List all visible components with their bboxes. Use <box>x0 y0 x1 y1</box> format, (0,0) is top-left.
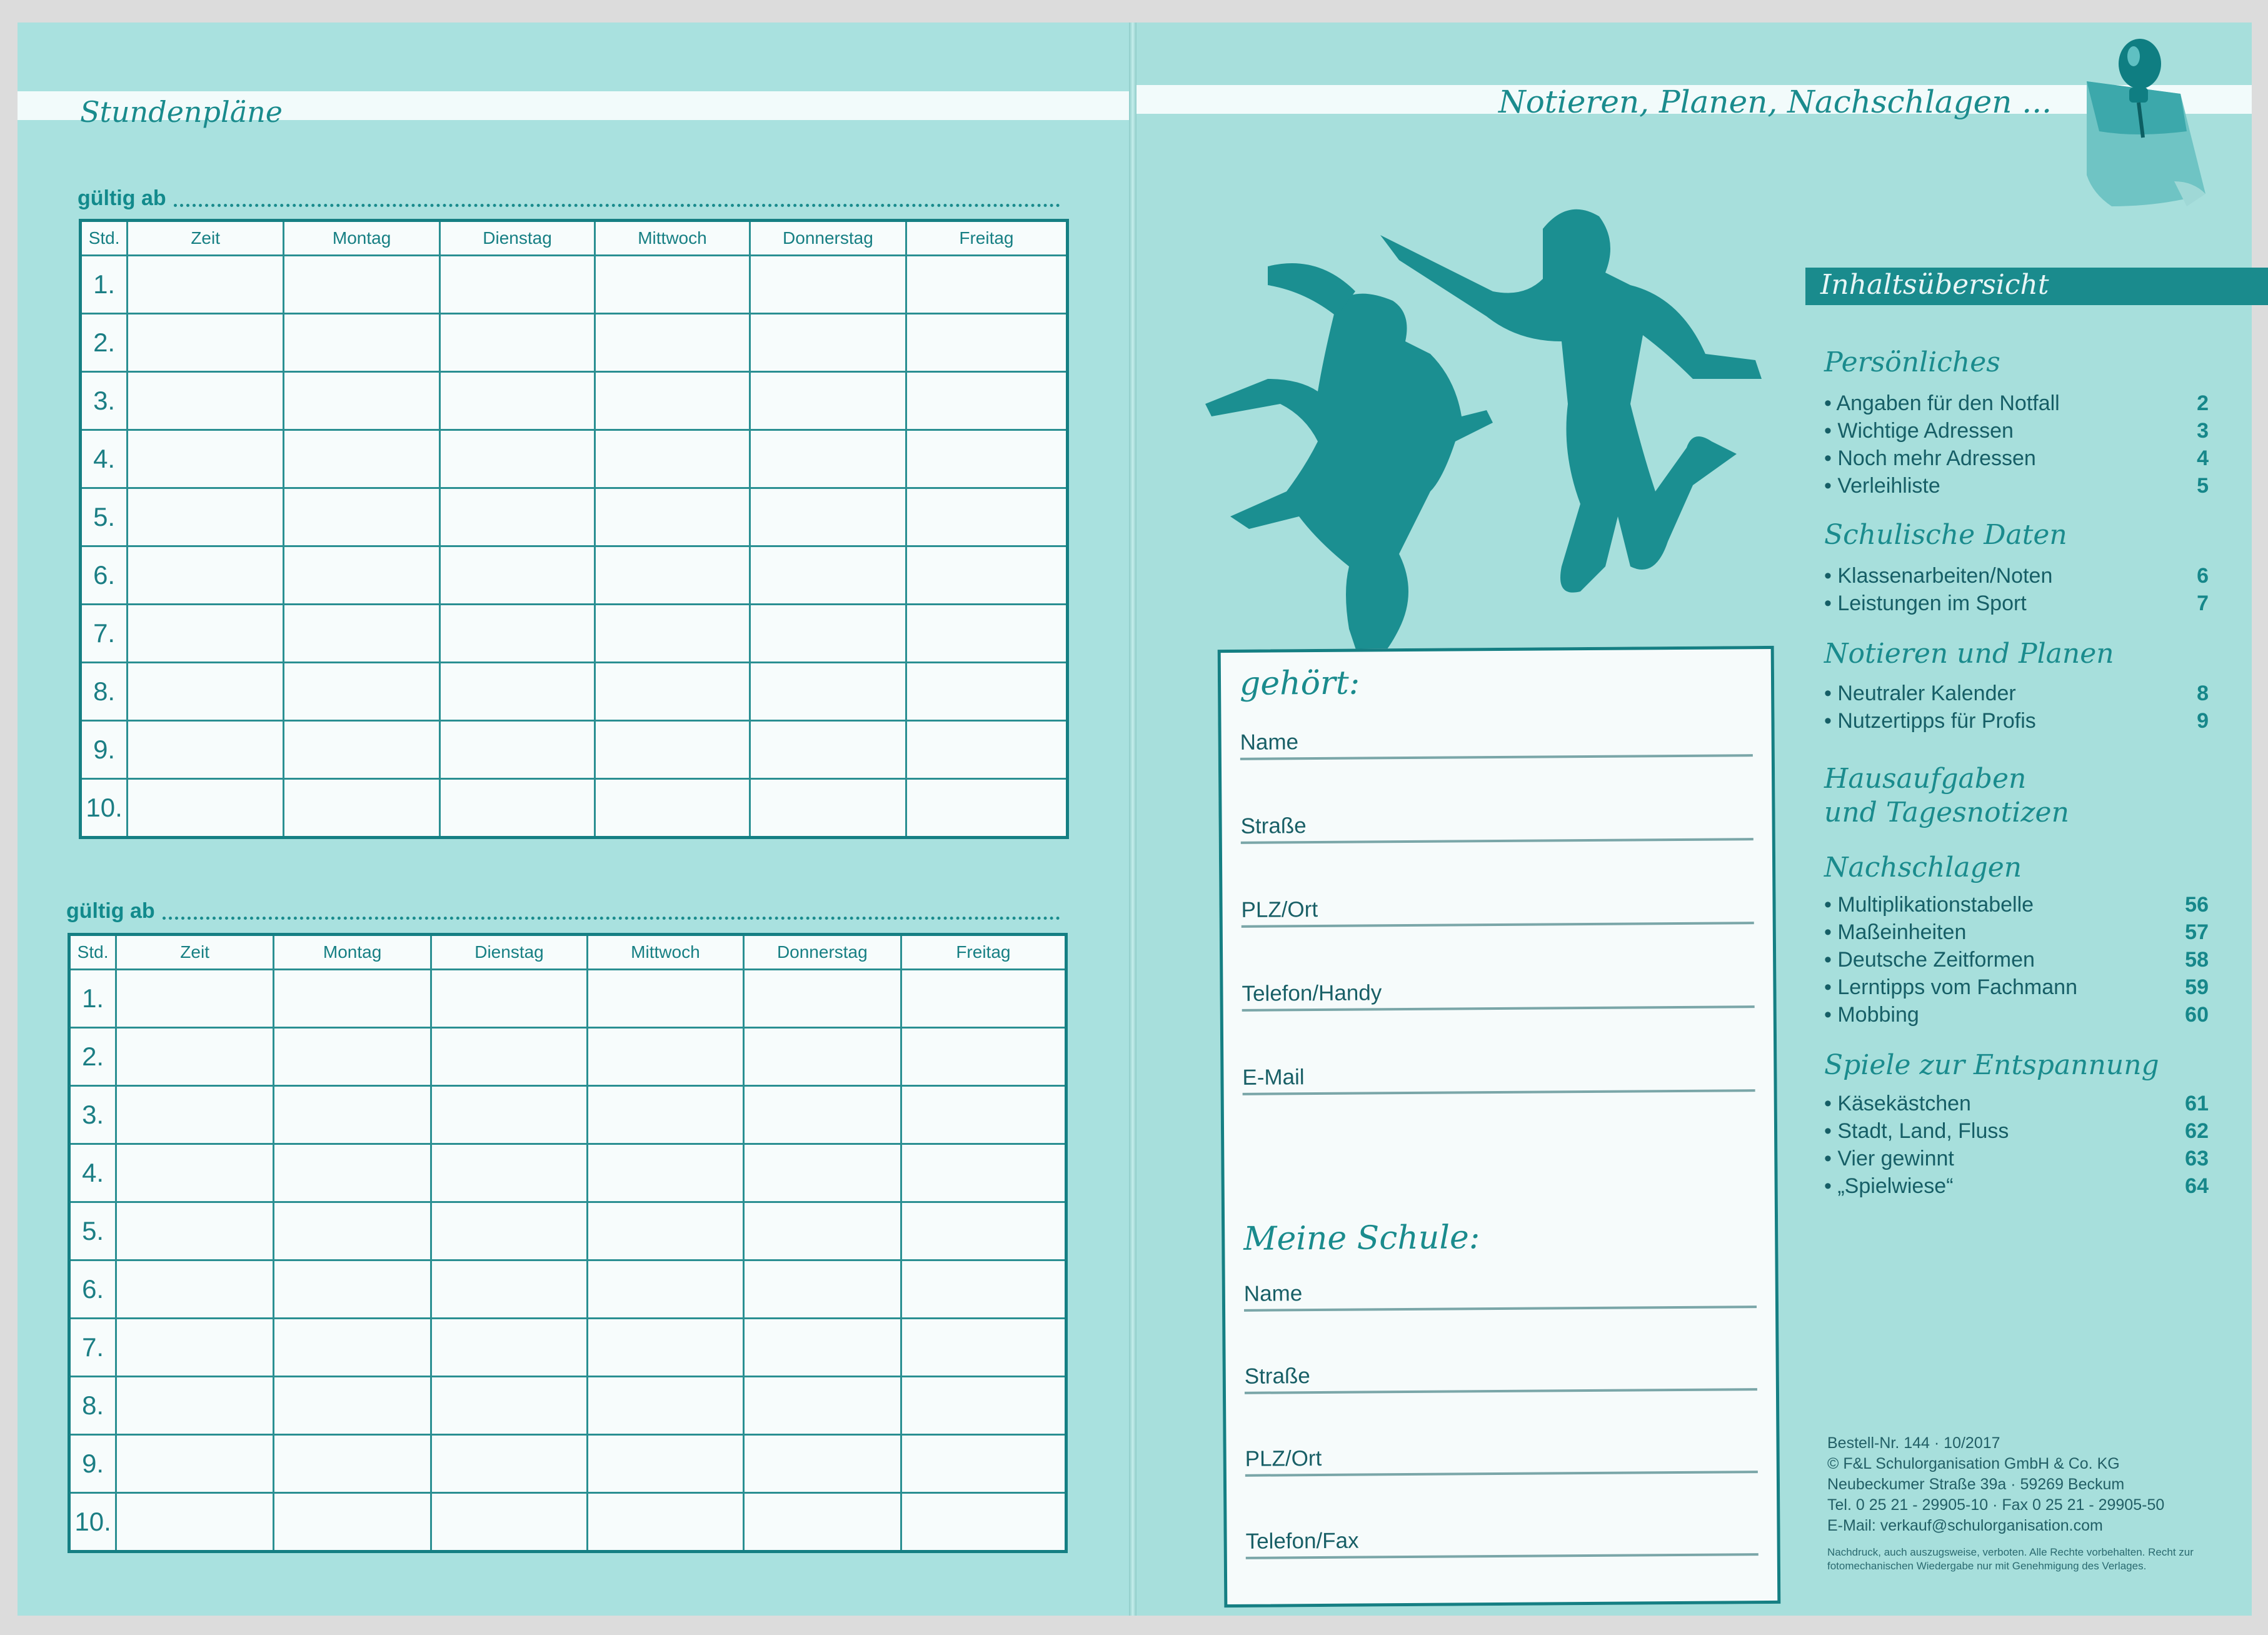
toc-item[interactable] <box>1824 564 2209 588</box>
column-header-4: Mittwoch <box>587 935 743 970</box>
timetable-2 <box>68 933 1068 1553</box>
timetable-row <box>69 970 1066 1028</box>
timetable-cell[interactable] <box>128 605 284 663</box>
owner-form <box>1218 646 1781 1607</box>
field-label: Telefon/Handy <box>1242 980 1382 1006</box>
timetable-cell[interactable] <box>274 1493 431 1552</box>
timetable-cell[interactable] <box>750 372 906 430</box>
toc-heading: Hausaufgaben <box>1824 763 2027 795</box>
toc-item-label: • Stadt, Land, Fluss <box>1824 1119 2009 1143</box>
toc-item-page: 64 <box>2185 1174 2209 1198</box>
timetable-cell[interactable] <box>274 1086 431 1144</box>
timetable-cell[interactable] <box>906 430 1067 488</box>
timetable-row <box>81 546 1068 605</box>
toc-heading: und Tagesnotizen <box>1824 797 2069 828</box>
toc-item-label: • Wichtige Adressen <box>1824 419 2014 443</box>
column-header-3: Dienstag <box>440 221 595 256</box>
timetable-row <box>69 1493 1066 1552</box>
column-header-1: Zeit <box>116 935 274 970</box>
hour-number: 4. <box>81 430 128 488</box>
timetable-row <box>69 1028 1066 1086</box>
toc-item-label: • Leistungen im Sport <box>1824 591 2027 615</box>
hour-number: 6. <box>69 1260 116 1319</box>
timetable-cell[interactable] <box>901 1202 1066 1260</box>
timetable-cell[interactable] <box>431 1202 588 1260</box>
timetable-cell[interactable] <box>284 605 440 663</box>
toc-heading: Persönliches <box>1824 346 2000 378</box>
hour-number: 7. <box>81 605 128 663</box>
hour-number: 8. <box>81 663 128 721</box>
timetable-cell[interactable] <box>901 1260 1066 1319</box>
left-page <box>18 23 1129 1616</box>
toc-item[interactable] <box>1824 920 2209 945</box>
timetable-cell[interactable] <box>116 1028 274 1086</box>
toc-item-page: 57 <box>2185 920 2209 944</box>
toc-title-bar <box>1805 268 2268 305</box>
timetable-row <box>69 1202 1066 1260</box>
timetable-row <box>81 256 1068 314</box>
timetable-cell[interactable] <box>440 721 595 779</box>
hour-number: 5. <box>81 488 128 546</box>
field-label: E-Mail <box>1242 1065 1305 1090</box>
toc-item-page: 5 <box>2197 474 2209 498</box>
timetable-cell[interactable] <box>587 970 743 1028</box>
toc-item[interactable] <box>1824 893 2209 917</box>
timetable-cell[interactable] <box>431 1435 588 1493</box>
timetable-cell[interactable] <box>440 663 595 721</box>
timetable-cell[interactable] <box>284 721 440 779</box>
timetable-cell[interactable] <box>743 1086 901 1144</box>
hour-number: 10. <box>69 1493 116 1552</box>
timetable-cell[interactable] <box>274 1319 431 1377</box>
timetable-cell[interactable] <box>743 1144 901 1202</box>
right-page-header: Notieren, Planen, Nachschlagen ... <box>1498 84 2052 120</box>
timetable-cell[interactable] <box>595 779 750 838</box>
pushpin-note-icon <box>2062 38 2218 219</box>
timetable-row <box>69 1319 1066 1377</box>
timetable-cell[interactable] <box>901 1028 1066 1086</box>
column-header-4: Mittwoch <box>595 221 750 256</box>
timetable-cell[interactable] <box>440 779 595 838</box>
timetable-cell[interactable] <box>587 1028 743 1086</box>
timetable-cell[interactable] <box>750 314 906 372</box>
school-name-field[interactable] <box>1244 1274 1757 1312</box>
timetable-cell[interactable] <box>906 372 1067 430</box>
column-header-6: Freitag <box>906 221 1067 256</box>
column-header-3: Dienstag <box>431 935 588 970</box>
timetable-cell[interactable] <box>901 1435 1066 1493</box>
toc-item[interactable] <box>1824 975 2209 1000</box>
hour-number: 7. <box>69 1319 116 1377</box>
imprint-line: Bestell-Nr. 144 · 10/2017 <box>1827 1434 2000 1452</box>
owner-name-field[interactable] <box>1240 723 1753 760</box>
timetable-cell[interactable] <box>906 663 1067 721</box>
timetable-cell[interactable] <box>595 314 750 372</box>
toc-item[interactable] <box>1824 474 2209 498</box>
toc-item-label: • Vier gewinnt <box>1824 1147 1954 1170</box>
school-title: Meine Schule: <box>1243 1219 1480 1258</box>
open-booklet <box>18 23 2252 1616</box>
owner-title: gehört: <box>1239 664 1360 703</box>
timetable-cell[interactable] <box>284 430 440 488</box>
timetable-cell[interactable] <box>431 1319 588 1377</box>
valid-from-line-1[interactable] <box>174 204 1060 207</box>
timetable-cell[interactable] <box>587 1260 743 1319</box>
toc-heading: Nachschlagen <box>1824 852 2022 883</box>
timetable-cell[interactable] <box>906 779 1067 838</box>
timetable-cell[interactable] <box>440 488 595 546</box>
timetable-cell[interactable] <box>128 256 284 314</box>
jumping-girls-silhouette <box>1193 191 1805 679</box>
hour-number: 4. <box>69 1144 116 1202</box>
timetable-cell[interactable] <box>587 1319 743 1377</box>
toc-heading: Schulische Daten <box>1824 519 2067 551</box>
timetable-cell[interactable] <box>431 1377 588 1435</box>
timetable-cell[interactable] <box>750 721 906 779</box>
timetable-row <box>69 1435 1066 1493</box>
timetable-cell[interactable] <box>128 488 284 546</box>
owner-zip-city-field[interactable] <box>1241 890 1754 928</box>
booklet-spine <box>1129 23 1137 1616</box>
timetable-cell[interactable] <box>440 372 595 430</box>
timetable-cell[interactable] <box>274 970 431 1028</box>
timetable-cell[interactable] <box>116 1377 274 1435</box>
timetable-cell[interactable] <box>587 1493 743 1552</box>
timetable-cell[interactable] <box>587 1435 743 1493</box>
toc-item-label: • Nutzertipps für Profis <box>1824 709 2036 733</box>
toc-title: Inhaltsübersicht <box>1820 269 2049 301</box>
toc-item-page: 8 <box>2197 682 2209 705</box>
timetable-cell[interactable] <box>750 546 906 605</box>
toc-item[interactable] <box>1824 1003 2209 1027</box>
field-label: PLZ/Ort <box>1241 897 1318 922</box>
timetable-row <box>81 372 1068 430</box>
toc-item-page: 59 <box>2185 975 2209 999</box>
timetable-cell[interactable] <box>901 970 1066 1028</box>
toc-item-page: 7 <box>2197 591 2209 615</box>
hour-number: 9. <box>81 721 128 779</box>
toc-item-label: • „Spielwiese“ <box>1824 1174 1954 1198</box>
toc-item-label: • Klassenarbeiten/Noten <box>1824 564 2053 588</box>
toc-item[interactable] <box>1824 709 2209 733</box>
timetable-cell[interactable] <box>274 1377 431 1435</box>
imprint-line: Neubeckumer Straße 39a · 59269 Beckum <box>1827 1476 2125 1493</box>
timetable-cell[interactable] <box>901 1144 1066 1202</box>
hour-number: 3. <box>69 1086 116 1144</box>
timetable-cell[interactable] <box>595 430 750 488</box>
timetable-cell[interactable] <box>284 314 440 372</box>
timetable-cell[interactable] <box>284 663 440 721</box>
timetable-cell[interactable] <box>440 605 595 663</box>
timetable-cell[interactable] <box>431 1028 588 1086</box>
timetable-cell[interactable] <box>128 663 284 721</box>
toc-item[interactable] <box>1824 1119 2209 1144</box>
field-label: Telefon/Fax <box>1245 1528 1359 1554</box>
imprint <box>1827 1433 2164 1536</box>
timetable-cell[interactable] <box>595 256 750 314</box>
timetable-cell[interactable] <box>440 314 595 372</box>
toc-item-page: 6 <box>2197 564 2209 588</box>
toc-item-label: • Multiplikationstabelle <box>1824 893 2034 917</box>
imprint-line: © F&L Schulorganisation GmbH & Co. KG <box>1827 1455 2120 1472</box>
timetable-row <box>81 721 1068 779</box>
timetable-cell[interactable] <box>595 372 750 430</box>
imprint-line: E-Mail: verkauf@schulorganisation.com <box>1827 1517 2103 1534</box>
field-label: PLZ/Ort <box>1245 1446 1322 1471</box>
column-header-5: Donnerstag <box>743 935 901 970</box>
timetable-cell[interactable] <box>116 1144 274 1202</box>
timetable-cell[interactable] <box>128 314 284 372</box>
toc-item[interactable] <box>1824 1147 2209 1171</box>
timetable-cell[interactable] <box>743 1377 901 1435</box>
hour-number: 9. <box>69 1435 116 1493</box>
hour-number: 2. <box>69 1028 116 1086</box>
toc-item[interactable] <box>1824 682 2209 706</box>
toc-item[interactable] <box>1824 948 2209 972</box>
valid-from-line-2[interactable] <box>163 917 1060 920</box>
timetable-cell[interactable] <box>274 1028 431 1086</box>
timetable-cell[interactable] <box>116 1202 274 1260</box>
left-page-header: Stundenpläne <box>80 95 283 129</box>
timetable-cell[interactable] <box>743 1493 901 1552</box>
hour-number: 1. <box>81 256 128 314</box>
timetable-cell[interactable] <box>116 1319 274 1377</box>
timetable-cell[interactable] <box>440 430 595 488</box>
toc-heading: Notieren und Planen <box>1824 638 2114 670</box>
timetable-cell[interactable] <box>750 256 906 314</box>
hour-number: 5. <box>69 1202 116 1260</box>
column-header-2: Montag <box>284 221 440 256</box>
timetable-cell[interactable] <box>906 256 1067 314</box>
timetable-cell[interactable] <box>750 605 906 663</box>
timetable-cell[interactable] <box>743 1260 901 1319</box>
timetable-cell[interactable] <box>743 1202 901 1260</box>
timetable-cell[interactable] <box>750 488 906 546</box>
timetable-cell[interactable] <box>587 1202 743 1260</box>
timetable-cell[interactable] <box>274 1260 431 1319</box>
toc-item-page: 3 <box>2197 419 2209 443</box>
timetable-cell[interactable] <box>116 1260 274 1319</box>
toc-item-label: • Deutsche Zeitformen <box>1824 948 2035 972</box>
timetable-cell[interactable] <box>901 1319 1066 1377</box>
timetable-cell[interactable] <box>284 546 440 605</box>
column-header-hour: Std. <box>81 221 128 256</box>
toc-item-label: • Angaben für den Notfall <box>1824 391 2060 415</box>
toc-item-page: 4 <box>2197 446 2209 470</box>
timetable-cell[interactable] <box>906 314 1067 372</box>
timetable-cell[interactable] <box>440 546 595 605</box>
timetable-header-row <box>81 221 1068 256</box>
timetable-cell[interactable] <box>901 1377 1066 1435</box>
timetable-cell[interactable] <box>284 779 440 838</box>
timetable-cell[interactable] <box>431 1086 588 1144</box>
timetable-row <box>69 1144 1066 1202</box>
toc-item[interactable] <box>1824 391 2209 416</box>
valid-from-label-2: gültig ab <box>66 899 155 923</box>
timetable-cell[interactable] <box>595 546 750 605</box>
hour-number: 2. <box>81 314 128 372</box>
timetable-cell[interactable] <box>116 970 274 1028</box>
timetable-cell[interactable] <box>750 663 906 721</box>
timetable-cell[interactable] <box>906 605 1067 663</box>
timetable-cell[interactable] <box>128 430 284 488</box>
timetable-cell[interactable] <box>743 1435 901 1493</box>
toc-item[interactable] <box>1824 1174 2209 1199</box>
toc-item-page: 60 <box>2185 1003 2209 1027</box>
toc-item-label: • Mobbing <box>1824 1003 1919 1027</box>
owner-street-field[interactable] <box>1240 807 1753 844</box>
field-label: Straße <box>1240 813 1307 838</box>
column-header-5: Donnerstag <box>750 221 906 256</box>
field-label: Straße <box>1244 1364 1310 1389</box>
school-zip-city-field[interactable] <box>1245 1439 1758 1477</box>
timetable-cell[interactable] <box>595 663 750 721</box>
toc-item[interactable] <box>1824 1092 2209 1116</box>
timetable-cell[interactable] <box>743 970 901 1028</box>
timetable-cell[interactable] <box>116 1493 274 1552</box>
timetable-cell[interactable] <box>901 1086 1066 1144</box>
column-header-hour: Std. <box>69 935 116 970</box>
timetable-cell[interactable] <box>116 1435 274 1493</box>
timetable-header-row <box>69 935 1066 970</box>
school-street-field[interactable] <box>1245 1357 1757 1394</box>
column-header-6: Freitag <box>901 935 1066 970</box>
hour-number: 6. <box>81 546 128 605</box>
timetable-cell[interactable] <box>128 721 284 779</box>
timetable-row <box>81 605 1068 663</box>
toc-item[interactable] <box>1824 419 2209 443</box>
owner-phone-field[interactable] <box>1242 974 1754 1012</box>
imprint-line: Tel. 0 25 21 - 29905-10 · Fax 0 25 21 - 29905-50 <box>1827 1496 2165 1514</box>
timetable-cell[interactable] <box>128 546 284 605</box>
timetable-cell[interactable] <box>587 1144 743 1202</box>
timetable-row <box>81 663 1068 721</box>
timetable-cell[interactable] <box>906 488 1067 546</box>
toc-item-page: 62 <box>2185 1119 2209 1143</box>
timetable-cell[interactable] <box>274 1144 431 1202</box>
timetable-cell[interactable] <box>431 1260 588 1319</box>
toc-item-page: 9 <box>2197 709 2209 733</box>
toc-item-page: 58 <box>2185 948 2209 972</box>
timetable-row <box>81 430 1068 488</box>
timetable-cell[interactable] <box>284 488 440 546</box>
timetable-cell[interactable] <box>431 1144 588 1202</box>
toc-item-page: 61 <box>2185 1092 2209 1115</box>
timetable-1 <box>79 219 1069 839</box>
copyright-fine-print: Nachdruck, auch auszugsweise, verboten. Alle Rechte vorbehalten. Recht zur fotomechanischen Wiedergabe nur mit Genehmigung des Verlages. <box>1827 1546 2194 1572</box>
toc-item-page: 63 <box>2185 1147 2209 1170</box>
toc-item-page: 56 <box>2185 893 2209 917</box>
column-header-1: Zeit <box>128 221 284 256</box>
timetable-cell[interactable] <box>750 779 906 838</box>
hour-number: 3. <box>81 372 128 430</box>
toc-item-label: • Lerntipps vom Fachmann <box>1824 975 2077 999</box>
timetable-row <box>81 488 1068 546</box>
timetable-row <box>69 1086 1066 1144</box>
timetable-cell[interactable] <box>431 1493 588 1552</box>
timetable-cell[interactable] <box>595 605 750 663</box>
toc-item-label: • Verleihliste <box>1824 474 1940 498</box>
column-header-2: Montag <box>274 935 431 970</box>
timetable-cell[interactable] <box>743 1028 901 1086</box>
toc-item-label: • Käsekästchen <box>1824 1092 1971 1115</box>
timetable-cell[interactable] <box>431 970 588 1028</box>
timetable-row <box>81 779 1068 838</box>
hour-number: 10. <box>81 779 128 838</box>
toc-item[interactable] <box>1824 446 2209 471</box>
timetable-cell[interactable] <box>587 1377 743 1435</box>
timetable-cell[interactable] <box>128 779 284 838</box>
hour-number: 1. <box>69 970 116 1028</box>
toc-item-label: • Maßeinheiten <box>1824 920 1967 944</box>
timetable-cell[interactable] <box>274 1435 431 1493</box>
owner-email-field[interactable] <box>1242 1058 1755 1095</box>
timetable-cell[interactable] <box>274 1202 431 1260</box>
toc-item[interactable] <box>1824 591 2209 616</box>
toc-item-label: • Neutraler Kalender <box>1824 682 2016 705</box>
timetable-cell[interactable] <box>906 721 1067 779</box>
timetable-cell[interactable] <box>901 1493 1066 1552</box>
timetable-cell[interactable] <box>587 1086 743 1144</box>
timetable-row <box>69 1377 1066 1435</box>
timetable-cell[interactable] <box>906 546 1067 605</box>
field-label: Name <box>1240 730 1299 755</box>
timetable-cell[interactable] <box>440 256 595 314</box>
timetable-cell[interactable] <box>595 721 750 779</box>
toc-item-page: 2 <box>2197 391 2209 415</box>
timetable-row <box>81 314 1068 372</box>
timetable-row <box>69 1260 1066 1319</box>
timetable-cell[interactable] <box>743 1319 901 1377</box>
school-phone-fax-field[interactable] <box>1245 1522 1758 1559</box>
toc-heading: Spiele zur Entspannung <box>1824 1049 2159 1081</box>
timetable-cell[interactable] <box>595 488 750 546</box>
timetable-cell[interactable] <box>750 430 906 488</box>
timetable-cell[interactable] <box>116 1086 274 1144</box>
toc-item-label: • Noch mehr Adressen <box>1824 446 2036 470</box>
hour-number: 8. <box>69 1377 116 1435</box>
field-label: Name <box>1243 1281 1303 1306</box>
timetable-cell[interactable] <box>284 372 440 430</box>
timetable-cell[interactable] <box>284 256 440 314</box>
valid-from-label-1: gültig ab <box>78 186 166 210</box>
timetable-cell[interactable] <box>128 372 284 430</box>
